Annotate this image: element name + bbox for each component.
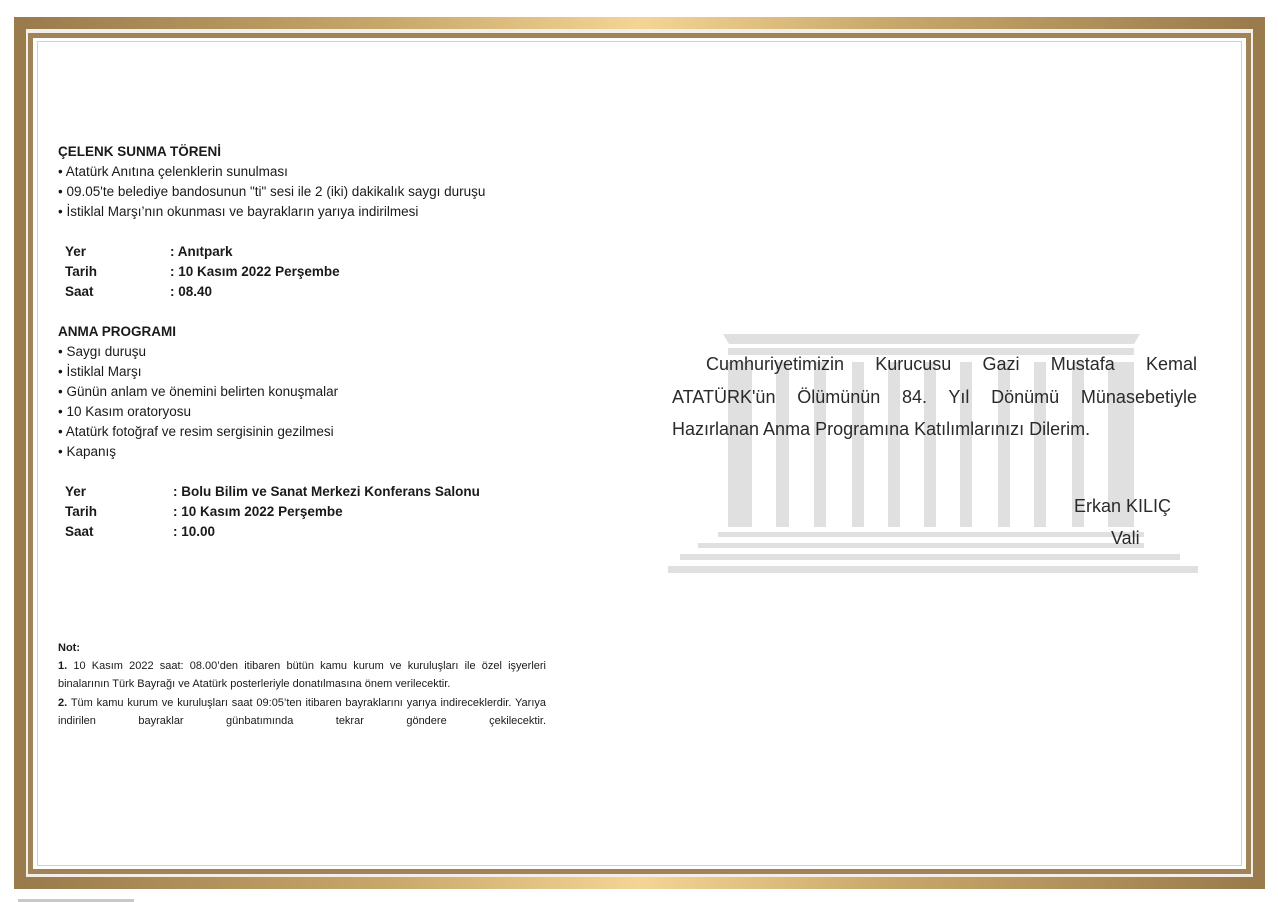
info-label: Tarih: [65, 504, 98, 519]
program-item: • Günün anlam ve önemini belirten konuşmalar: [58, 384, 339, 399]
note-number: 1.: [58, 660, 68, 673]
note-text: 10 Kasım 2022 saat: 08.00’den itibaren bütün kamu kurum ve kuruluşları ile özel işyerleri binalarının Türk Bayrağı ve Atatürk posterleriyle donatılmasına önem verilecektir.: [58, 660, 546, 691]
program-item: • 10 Kasım oratoryosu: [58, 404, 192, 419]
info-label: Tarih: [65, 264, 98, 279]
program-item: • Atatürk fotoğraf ve resim sergisinin gezilmesi: [58, 424, 334, 439]
program-item: • Saygı duruşu: [58, 344, 147, 359]
info-label: Saat: [65, 284, 94, 299]
signer-name: Erkan KILIÇ: [1073, 496, 1171, 516]
note-1: [58, 657, 546, 693]
info-value: : Anıtpark: [170, 244, 233, 259]
program-title: ANMA PROGRAMI: [58, 324, 176, 339]
signer-title: Vali: [1111, 528, 1140, 548]
info-label: Yer: [65, 484, 87, 499]
note-2: [58, 694, 546, 730]
info-label: Saat: [65, 524, 94, 539]
left-column: [58, 142, 548, 542]
wreath-item: • İstiklal Marşı’nın okunması ve bayrakların yarıya indirilmesi: [58, 204, 419, 219]
info-row: [65, 262, 548, 282]
note-number: 2.: [58, 696, 68, 709]
info-value: : Bolu Bilim ve Sanat Merkezi Konferans Salonu: [173, 484, 480, 499]
note-text: Tüm kamu kurum ve kuruluşları saat 09:05’ten itibaren bayraklarını yarıya indireceklerdir. Yarıya indirilen bayraklar günbatımında tekrar göndere çekilecektir.: [58, 696, 546, 727]
wreath-title: ÇELENK SUNMA TÖRENİ: [58, 144, 222, 159]
wreath-item: • 09.05'te belediye bandosunun "ti" sesi ile 2 (iki) dakikalık saygı duruşu: [58, 184, 486, 199]
program-item: • Kapanış: [58, 444, 117, 459]
invitation-text: Cumhuriyetimizin Kurucusu Gazi Mustafa Kemal ATATÜRK'ün Ölümünün 84. Yıl Dönümü Münasebetiyle Hazırlanan Anma Programına Katılımlarınızı Dilerim.: [672, 354, 1197, 439]
notes-section: [58, 639, 546, 730]
info-row: [65, 482, 548, 502]
program-info: [65, 482, 548, 542]
info-row: [65, 522, 548, 542]
info-value: : 08.40: [170, 284, 213, 299]
info-row: [65, 282, 548, 302]
info-value: : 10.00: [173, 524, 216, 539]
info-value: : 10 Kasım 2022 Perşembe: [173, 504, 343, 519]
info-value: : 10 Kasım 2022 Perşembe: [170, 264, 340, 279]
notes-title: Not:: [58, 642, 80, 654]
wreath-info: [65, 242, 548, 302]
info-row: [65, 242, 548, 262]
program-item: • İstiklal Marşı: [58, 364, 142, 379]
info-row: [65, 502, 548, 522]
info-label: Yer: [65, 244, 87, 259]
wreath-item: • Atatürk Anıtına çelenklerin sunulması: [58, 164, 288, 179]
